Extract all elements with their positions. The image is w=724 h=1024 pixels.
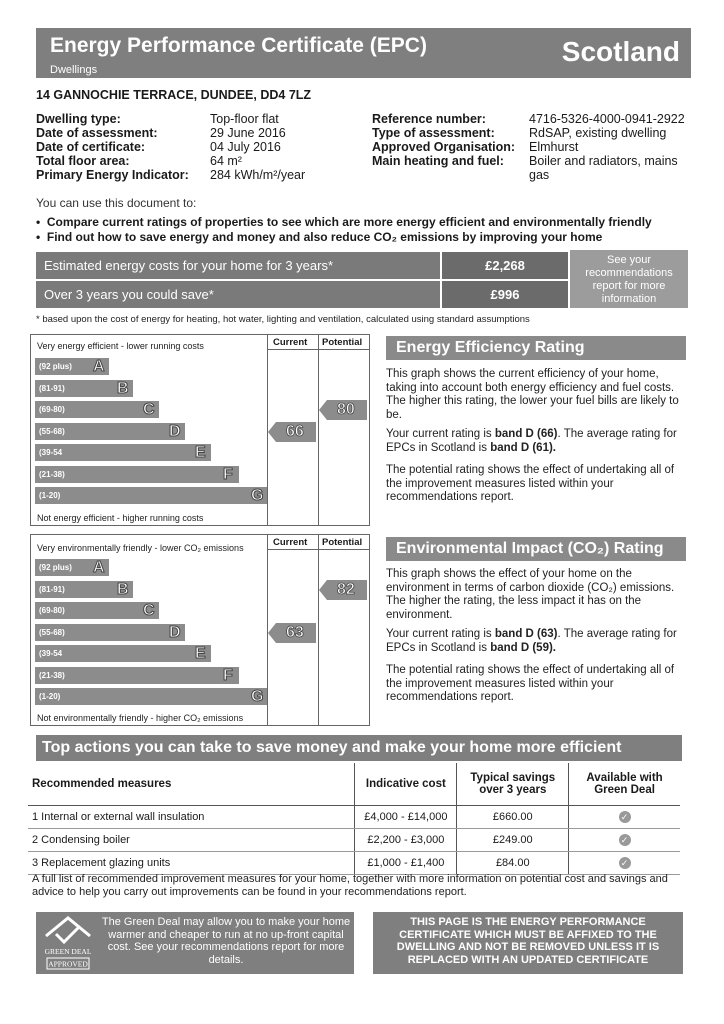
detail-label: Main heating and fuel: <box>372 154 504 168</box>
band-letter: B <box>117 580 129 598</box>
band-letter: D <box>169 422 181 440</box>
table-row <box>28 852 680 875</box>
property-address: 14 GANNOCHIE TERRACE, DUNDEE, DD4 7LZ <box>36 88 312 102</box>
region-label: Scotland <box>561 36 680 67</box>
band-range: (21-38) <box>39 469 65 479</box>
cost-value-3-years: £2,268 <box>442 252 568 279</box>
band-letter: D <box>169 623 181 641</box>
current-rating-arrow <box>268 422 316 442</box>
check-icon: ✓ <box>619 857 631 869</box>
environmental-impact-graph <box>30 534 370 726</box>
energy-efficiency-graph <box>30 334 370 526</box>
band-letter: B <box>117 379 129 397</box>
detail-label: Approved Organisation: <box>372 140 516 154</box>
rating-band-g <box>35 487 267 504</box>
band-range: (1-20) <box>39 491 61 500</box>
band-letter: G <box>251 487 264 504</box>
col-savings: Typical savings over 3 years <box>457 763 569 806</box>
band-range: (81-91) <box>39 584 65 594</box>
band-letter: F <box>223 465 233 483</box>
rating-band-g <box>35 688 267 705</box>
detail-value: Elmhurst <box>529 140 579 154</box>
eir-para-2: Your current rating is band D (63). The average rating for EPCs in Scotland is band D (59). <box>386 628 677 654</box>
band-letter: C <box>143 602 155 619</box>
cost-cell: £2,200 - £3,000 <box>355 829 457 852</box>
eer-para-2: Your current rating is band D (66). The average rating for EPCs in Scotland is band D (61). <box>386 428 677 454</box>
table-row <box>28 806 680 829</box>
rating-band-d <box>35 624 185 641</box>
detail-value: 64 m² <box>210 154 242 168</box>
green-deal-logo-icon <box>42 914 94 970</box>
band-letter: E <box>195 444 206 461</box>
eer-para-3: The potential rating shows the effect of undertaking all of the improvement measures listed within your recommendations report. <box>386 464 675 503</box>
savings-cell: £249.00 <box>457 829 569 852</box>
band-letter: E <box>195 645 206 662</box>
detail-value: 04 July 2016 <box>210 140 281 154</box>
band-letter: A <box>93 358 105 375</box>
band-letter: G <box>251 688 264 705</box>
eer-heading: Energy Efficiency Rating <box>386 336 686 360</box>
detail-label: Primary Energy Indicator: <box>36 168 189 182</box>
eir-para-1: This graph shows the effect of your home on the environment in terms of carbon dioxide (CO₂) emissions. The higher the rating, the less impact it has on the environment. <box>386 568 675 621</box>
bullet-item: • Find out how to save energy and money and also reduce CO₂ emissions by improving your home <box>36 230 603 244</box>
actions-table <box>28 763 680 875</box>
detail-label: Date of certificate: <box>36 140 146 154</box>
page-subtitle: Dwellings <box>50 64 98 76</box>
graph-top-label: Very environmentally friendly - lower CO₂ emissions <box>37 543 244 553</box>
bullet-text: Compare current ratings of properties to see which are more energy efficient and environmentally friendly <box>46 215 652 229</box>
col-green-deal: Available with Green Deal <box>569 763 680 806</box>
current-rating-value: 66 <box>286 422 304 440</box>
measure-cell: 1 Internal or external wall insulation <box>28 806 355 829</box>
table-header-row <box>28 763 680 806</box>
band-range: (1-20) <box>39 692 61 701</box>
band-range: (39-54 <box>39 649 63 658</box>
green-deal-cell <box>569 829 680 852</box>
col-potential-header: Potential <box>322 337 363 348</box>
savings-cell: £84.00 <box>457 852 569 875</box>
detail-value: 29 June 2016 <box>210 126 286 140</box>
col-potential-header: Potential <box>322 537 363 548</box>
affix-notice: THIS PAGE IS THE ENERGY PERFORMANCE CERTIFICATE WHICH MUST BE AFFIXED TO THE DWELLING AND NOT BE REMOVED UNLESS IT IS REPLACED WITH AN UPDATED CERTIFICATE <box>373 912 683 974</box>
eer-para-1: This graph shows the current efficiency of your home, taking into account both energy efficiency and fuel costs. The higher this rating, the lower your fuel bills are likely to be. <box>386 368 679 421</box>
rating-band-f <box>35 667 239 684</box>
col-cost: Indicative cost <box>355 763 457 806</box>
detail-value: 4716-5326-4000-0941-2922 <box>529 112 685 126</box>
measure-cell: 3 Replacement glazing units <box>28 852 355 875</box>
cost-label-3-years: Estimated energy costs for your home for 3 years* <box>36 252 440 279</box>
band-letter: C <box>143 401 155 418</box>
potential-rating-arrow <box>319 580 367 600</box>
detail-label: Total floor area: <box>36 154 130 168</box>
check-icon: ✓ <box>619 834 631 846</box>
detail-label: Type of assessment: <box>372 126 495 140</box>
band-letter: A <box>93 559 105 576</box>
cost-footnote: * based upon the cost of energy for heating, hot water, lighting and ventilation, calculated using standard assumptions <box>36 314 530 325</box>
green-deal-cell <box>569 806 680 829</box>
band-range: (69-80) <box>39 405 65 414</box>
rating-band-f <box>35 466 239 483</box>
savings-cell: £660.00 <box>457 806 569 829</box>
potential-rating-value: 80 <box>337 401 355 418</box>
detail-value-continued: gas <box>529 168 550 182</box>
green-deal-text: The Green Deal may allow you to make your home warmer and cheaper to run at no up-front capital cost. See your recommendations report for more details. <box>101 916 351 966</box>
intro-text: You can use this document to: <box>36 196 197 210</box>
savings-label: Over 3 years you could save* <box>36 281 440 308</box>
table-row <box>28 829 680 852</box>
col-current-header: Current <box>273 537 308 548</box>
graph-top-label: Very energy efficient - lower running costs <box>37 341 204 351</box>
detail-label: Dwelling type: <box>36 112 121 126</box>
bullet-item: • Compare current ratings of properties to see which are more energy efficient and environmentally friendly <box>36 215 652 229</box>
detail-label: Reference number: <box>372 112 486 126</box>
bullet-text: Find out how to save energy and money and also reduce CO₂ emissions by improving your home <box>46 230 603 244</box>
col-measure: Recommended measures <box>28 763 355 806</box>
current-rating-arrow <box>268 623 316 643</box>
rating-band-c <box>35 401 159 418</box>
full-list-note: A full list of recommended improvement measures for your home, together with more information on potential cost and savings and advice to help you carry out improvements can be found in your recommendations report. <box>32 873 668 898</box>
graph-bottom-label: Not energy efficient - higher running costs <box>37 513 204 523</box>
col-current-header: Current <box>273 337 308 348</box>
band-range: (55-68) <box>39 426 65 436</box>
eir-heading: Environmental Impact (CO₂) Rating <box>386 537 686 561</box>
graph-bottom-label: Not environmentally friendly - higher CO₂ emissions <box>37 713 244 723</box>
rating-band-c <box>35 602 159 619</box>
detail-value: 284 kWh/m²/year <box>210 168 306 182</box>
logo-text-line2: APPROVED <box>48 959 88 969</box>
top-actions-heading: Top actions you can take to save money and make your home more efficient <box>36 735 682 761</box>
rating-band-d <box>35 423 185 440</box>
rating-band-e <box>35 645 211 662</box>
band-range: (21-38) <box>39 670 65 680</box>
check-icon: ✓ <box>619 811 631 823</box>
band-range: (92 plus) <box>39 563 72 572</box>
logo-text-line1: GREEN DEAL <box>44 947 92 956</box>
band-range: (92 plus) <box>39 362 72 371</box>
eir-para-3: The potential rating shows the effect of undertaking all of the improvement measures listed within your recommendations report. <box>386 664 675 703</box>
detail-value: RdSAP, existing dwelling <box>529 126 667 140</box>
band-range: (39-54 <box>39 448 63 457</box>
rating-band-e <box>35 444 211 461</box>
measure-cell: 2 Condensing boiler <box>28 829 355 852</box>
detail-value: Top-floor flat <box>210 112 279 126</box>
potential-rating-value: 82 <box>337 580 355 598</box>
cost-cell: £1,000 - £1,400 <box>355 852 457 875</box>
detail-value: Boiler and radiators, mains <box>529 154 678 168</box>
band-range: (55-68) <box>39 627 65 637</box>
green-deal-cell <box>569 852 680 875</box>
page-title: Energy Performance Certificate (EPC) <box>50 34 427 57</box>
current-rating-value: 63 <box>286 623 304 641</box>
band-range: (81-91) <box>39 383 65 393</box>
detail-label: Date of assessment: <box>36 126 158 140</box>
cost-cell: £4,000 - £14,000 <box>355 806 457 829</box>
band-range: (69-80) <box>39 606 65 615</box>
see-recommendations-note: See your recommendations report for more information <box>570 250 688 308</box>
band-letter: F <box>223 666 233 684</box>
savings-value: £996 <box>442 281 568 308</box>
potential-rating-arrow <box>319 400 367 420</box>
